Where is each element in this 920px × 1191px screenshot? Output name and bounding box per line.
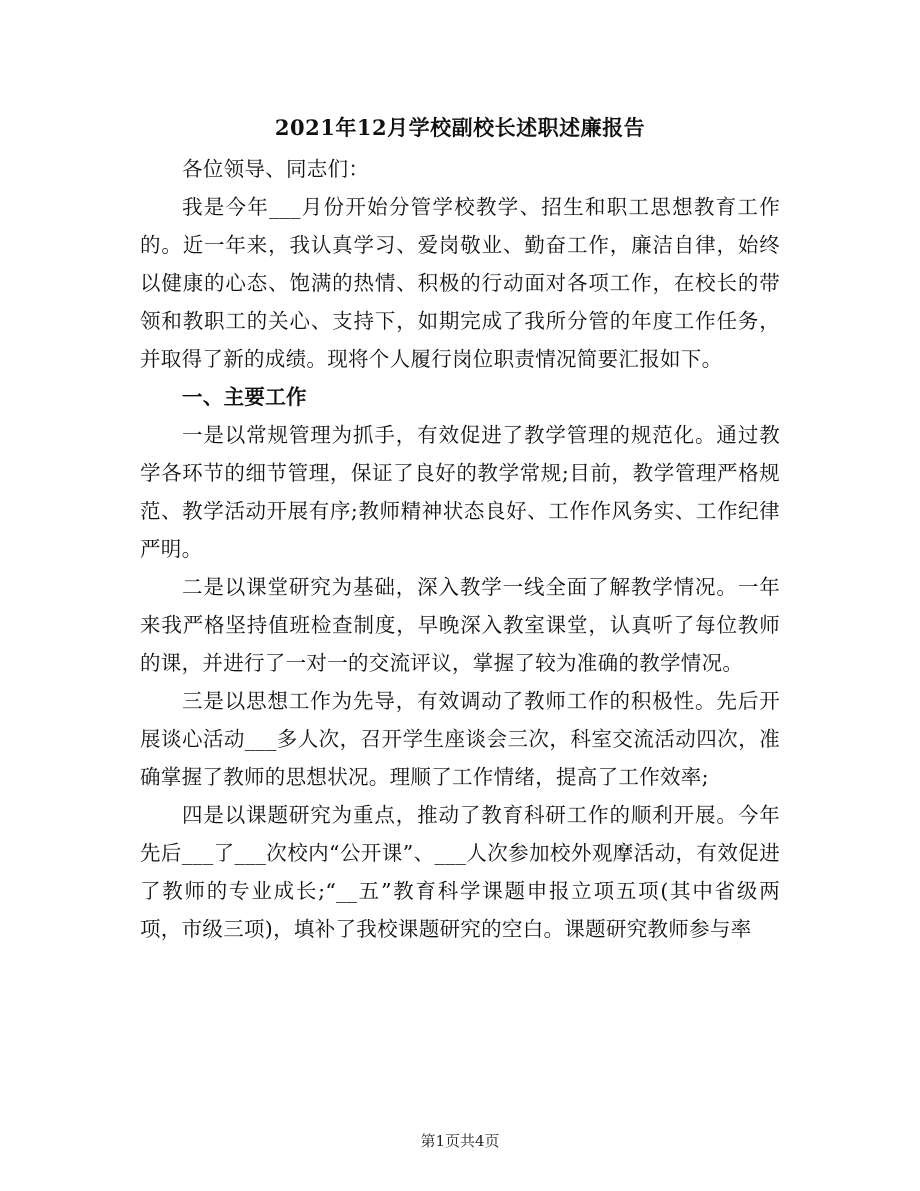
page-footer: 第1页共4页 <box>420 1132 500 1150</box>
intro-paragraph: 我是今年___月份开始分管学校教学、招生和职工思想教育工作的。近一年来，我认真学习、爱岗敬业、勤奋工作，廉洁自律，始终以健康的心态、饱满的热情、积极的行动面对各项工作，在校长的带领和教职工的关心、支持下，如期完成了我所分管的年度工作任务，并取得了新的成绩。现将个人履行岗位职责情况简要汇报如下。 <box>140 195 780 371</box>
section-heading: 一、主要工作 <box>182 385 307 409</box>
body-paragraph: 四是以课题研究为重点，推动了教育科研工作的顺利开展。今年先后___了___次校内“公开课”、___人次参加校外观摩活动，有效促进了教师的专业成长;“__五”教育科学课题申报立项五项(其中省级两项，市级三项)，填补了我校课题研究的空白。课题研究教师参与率 <box>140 803 780 941</box>
body-paragraph: 一是以常规管理为抓手，有效促进了教学管理的规范化。通过教学各环节的细节管理，保证了良好的教学常规;目前，教学管理严格规范、教学活动开展有序;教师精神状态良好、工作作风务实、工作纪律严明。 <box>140 423 780 561</box>
document-body <box>140 150 780 948</box>
document-title: 2021年12月学校副校长述职述廉报告 <box>274 115 646 140</box>
body-paragraph: 三是以思想工作为先导，有效调动了教师工作的积极性。先后开展谈心活动___多人次，召开学生座谈会三次，科室交流活动四次，准确掌握了教师的思想状况。理顺了工作情绪，提高了工作效率; <box>140 689 780 789</box>
salutation-paragraph: 各位领导、同志们： <box>182 157 370 181</box>
body-paragraph: 二是以课堂研究为基础，深入教学一线全面了解教学情况。一年来我严格坚持值班检查制度，早晚深入教室课堂，认真听了每位教师的课，并进行了一对一的交流评议，掌握了较为准确的教学情况。 <box>140 575 780 675</box>
